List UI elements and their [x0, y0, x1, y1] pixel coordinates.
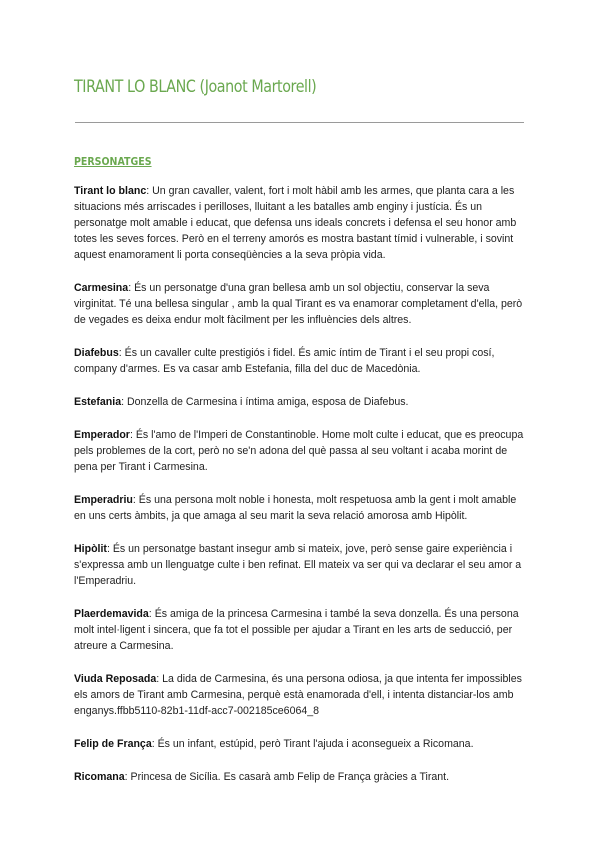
character-description: La dida de Carmesina, és una persona odiosa, ja que intenta fer impossibles els amors de Tirant amb Carmesina, perquè està enamorada d'ell, i intenta distanciar-los amb enganys.ffbb5110-82b1-11df-acc7-002185ce6064_8	[74, 673, 522, 717]
character-name: Tirant lo blanc	[74, 185, 147, 197]
character-description: Donzella de Carmesina i íntima amiga, esposa de Diafebus.	[127, 396, 409, 408]
character-entry: Emperadriu: És una persona molt noble i honesta, molt respetuosa amb la gent i molt amable en uns certs àmbits, ja que amaga al seu marit la seva relació amorosa amb Hipòlit.	[74, 494, 517, 522]
document-title: TIRANT LO BLANC (Joanot Martorell)	[74, 77, 317, 97]
character-description: És un infant, estúpid, però Tirant l'ajuda i aconsegueix a Ricomana.	[157, 738, 474, 750]
character-description: És l'amo de l'Imperi de Constantinoble. Home molt culte i educat, que es preocupa pels problemes de la cort, però no se'n adona del què passa al seu voltant i acaba morint de pena per Tirant i Carmesina.	[74, 429, 524, 473]
section-heading-personatges: PERSONATGES	[74, 155, 152, 168]
character-entry: Estefania: Donzella de Carmesina i íntima amiga, esposa de Diafebus.	[74, 396, 409, 408]
character-name: Diafebus	[74, 347, 119, 359]
character-entry: Emperador: És l'amo de l'Imperi de Constantinoble. Home molt culte i educat, que es preocupa pels problemes de la cort, però no se'n adona del què passa al seu voltant i acaba morint de pena per Tirant i Carmesina.	[74, 429, 524, 473]
character-name: Emperador	[74, 429, 130, 441]
character-entry: Plaerdemavida: És amiga de la princesa Carmesina i també la seva donzella. És una persona molt intel·ligent i sincera, que fa tot el possible per ajudar a Tirant en les arts de seducció, per atreure a Carmesina.	[74, 608, 519, 652]
character-description: És amiga de la princesa Carmesina i també la seva donzella. És una persona molt intel·ligent i sincera, que fa tot el possible per ajudar a Tirant en les arts de seducció, per atreure a Carmesina.	[74, 608, 519, 652]
character-description: És un personatge d'una gran bellesa amb un sol objectiu, conservar la seva virginitat. Té una bellesa singular , amb la qual Tirant es va enamorar completament d'ella, però de vegades es deixa endur molt fàcilment per les influències dels altres.	[74, 282, 523, 326]
character-entry: Tirant lo blanc: Un gran cavaller, valent, fort i molt hàbil amb les armes, que planta cara a les situacions més arriscades i perilloses, lluitant a les batalles amb enginy i justícia. És un personatge molt amable i educat, que defensa uns ideals concrets i defensa el seu honor amb totes les seves forces. Però en el terreny amorós es mostra bastant tímid i vulnerable, i sovint aquest enamorament li porta conseqüències a la seva pròpia vida.	[74, 185, 517, 261]
character-name: Emperadriu	[74, 494, 133, 506]
character-entry: Felip de França: És un infant, estúpid, però Tirant l'ajuda i aconsegueix a Ricomana.	[74, 738, 474, 750]
character-entry: Viuda Reposada: La dida de Carmesina, és una persona odiosa, ja que intenta fer impossibles els amors de Tirant amb Carmesina, perquè està enamorada d'ell, i intenta distanciar-los amb enganys.ffbb5110-82b1-11df-acc7-002185ce6064_8	[74, 673, 522, 717]
title-divider	[75, 122, 524, 123]
character-list	[74, 183, 528, 802]
character-entry: Diafebus: És un cavaller culte prestigiós i fidel. És amic íntim de Tirant i el seu propi cosí, company d'armes. Es va casar amb Estefania, filla del duc de Macedònia.	[74, 347, 495, 375]
character-description: És una persona molt noble i honesta, molt respetuosa amb la gent i molt amable en uns certs àmbits, ja que amaga al seu marit la seva relació amorosa amb Hipòlit.	[74, 494, 517, 522]
character-description: Un gran cavaller, valent, fort i molt hàbil amb les armes, que planta cara a les situacions més arriscades i perilloses, lluitant a les batalles amb enginy i justícia. És un personatge molt amable i educat, que defensa uns ideals concrets i defensa el seu honor amb totes les seves forces. Però en el terreny amorós es mostra bastant tímid i vulnerable, i sovint aquest enamorament li porta conseqüències a la seva pròpia vida.	[74, 185, 517, 261]
character-entry: Hipòlit: És un personatge bastant insegur amb si mateix, jove, però sense gaire experiència i s'expressa amb un llenguatge culte i ben refinat. Ell mateix va ser qui va declarar el seu amor a l'Emperadriu.	[74, 543, 522, 587]
character-name: Ricomana	[74, 771, 125, 783]
character-name: Felip de França	[74, 738, 152, 750]
character-description: Princesa de Sicília. Es casarà amb Felip de França gràcies a Tirant.	[130, 771, 450, 783]
character-entry: Ricomana: Princesa de Sicília. Es casarà amb Felip de França gràcies a Tirant.	[74, 771, 450, 783]
character-description: És un cavaller culte prestigiós i fidel. És amic íntim de Tirant i el seu propi cosí, company d'armes. Es va casar amb Estefania, filla del duc de Macedònia.	[74, 347, 495, 375]
character-name: Carmesina	[74, 282, 129, 294]
character-entry: Carmesina: És un personatge d'una gran bellesa amb un sol objectiu, conservar la seva virginitat. Té una bellesa singular , amb la qual Tirant es va enamorar completament d'ella, però de vegades es deixa endur molt fàcilment per les influències dels altres.	[74, 282, 523, 326]
character-name: Estefania	[74, 396, 122, 408]
character-name: Plaerdemavida	[74, 608, 149, 620]
character-description: És un personatge bastant insegur amb si mateix, jove, però sense gaire experiència i s'expressa amb un llenguatge culte i ben refinat. Ell mateix va ser qui va declarar el seu amor a l'Emperadriu.	[74, 543, 522, 587]
character-name: Viuda Reposada	[74, 673, 157, 685]
character-name: Hipòlit	[74, 543, 107, 555]
